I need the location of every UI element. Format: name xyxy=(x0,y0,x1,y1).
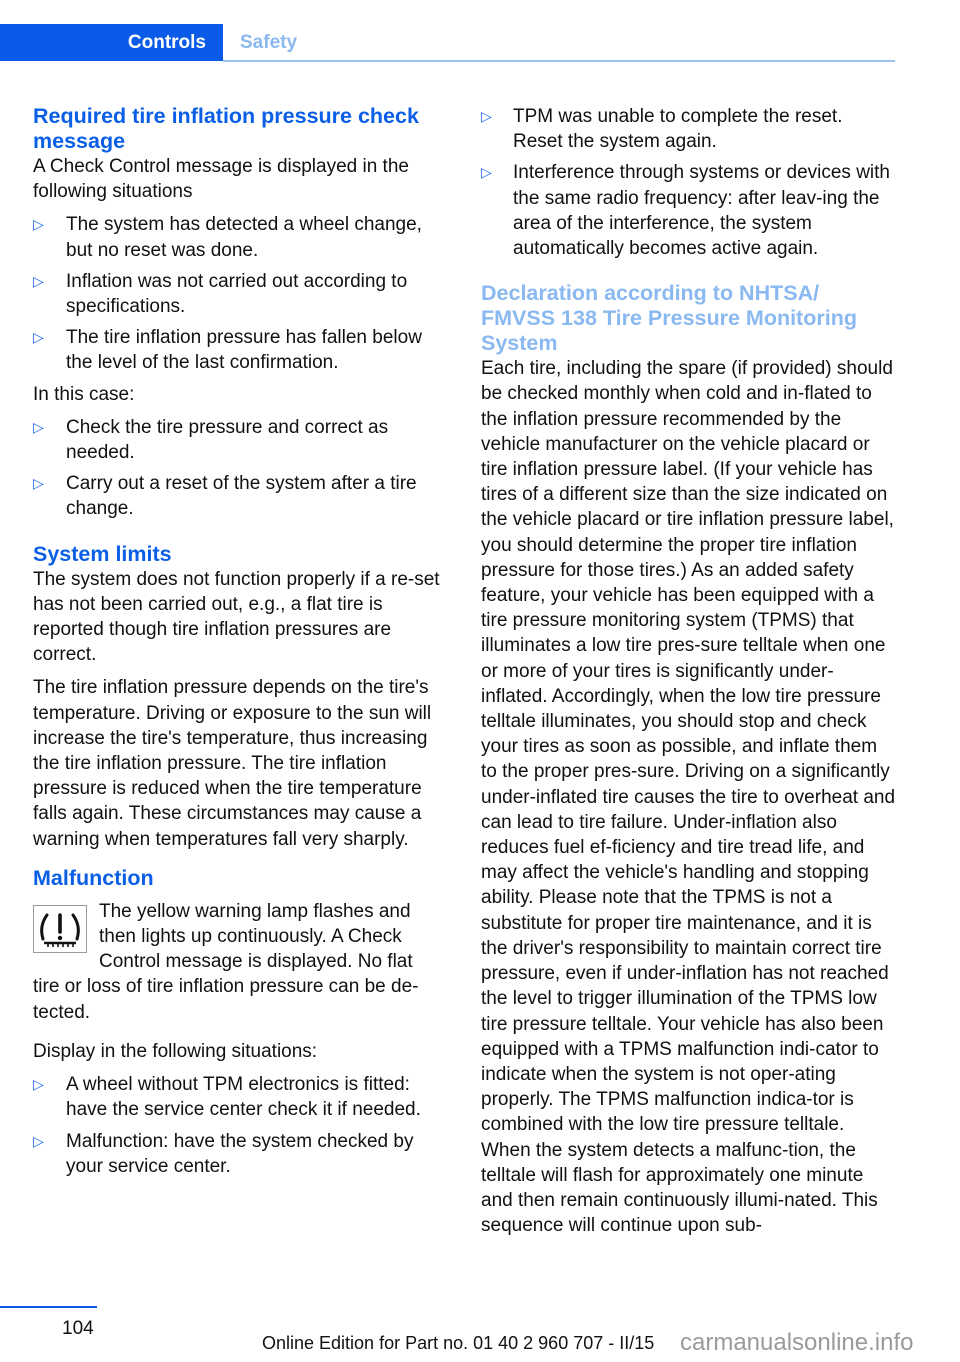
list-item: ▷ Interference through systems or devices with the same radio frequency: after leav-ing the area of the interference, the system automatically becomes active again. xyxy=(481,162,891,260)
malfunction-paragraph: The yellow warning lamp flashes and then lights up continuously. A Check Control message is displayed. No flat tire or loss of tire inflation pressure can be de-tected. xyxy=(33,900,419,1023)
footer-divider xyxy=(0,1306,97,1308)
tab-safety[interactable]: Safety xyxy=(240,32,298,53)
malfunction-paragraph-block xyxy=(33,899,441,1025)
tab-controls[interactable]: Controls xyxy=(0,24,223,61)
case-list xyxy=(33,415,441,522)
tire-pressure-warning-icon xyxy=(33,905,87,953)
list-item: ▷ The system has detected a wheel change, but no reset was done. xyxy=(33,214,422,261)
malfunction-list xyxy=(33,1072,441,1179)
section-heading-malfunction: Malfunction xyxy=(33,865,154,890)
section-heading-check-message: Required tire inflation pressure check message xyxy=(33,104,419,153)
page-header xyxy=(0,0,960,62)
list-item: ▷ Malfunction: have the system checked by your service center. xyxy=(33,1130,414,1177)
situations-list xyxy=(33,212,441,375)
triangle-bullet-icon: ▷ xyxy=(33,216,44,233)
list-item: ▷ Inflation was not carried out according to specifications. xyxy=(33,270,408,318)
section-intro: A Check Control message is displayed in the following situations xyxy=(33,156,409,203)
paragraph: The tire inflation pressure depends on the tire's temperature. Driving or exposure to the sun will increase the tire's temperature, thus increasing the tire inflation pressure. The tire inflation pressure is reduced when the tire temperature falls again. These circumstances may cause a warning when temperatures fall very sharply. xyxy=(33,677,432,850)
triangle-bullet-icon: ▷ xyxy=(33,272,44,289)
list-item: ▷ A wheel without TPM electronics is fitted: have the service center check it if needed. xyxy=(33,1074,421,1121)
section-heading-system-limits: System limits xyxy=(33,541,172,566)
right-column xyxy=(481,104,897,1238)
triangle-bullet-icon: ▷ xyxy=(481,108,492,124)
list-item: ▷ TPM was unable to complete the reset. Reset the system again. xyxy=(481,106,843,153)
list-item: ▷ Check the tire pressure and correct as needed. xyxy=(33,416,389,464)
display-label: Display in the following situations: xyxy=(33,1040,318,1062)
continued-list xyxy=(481,104,897,261)
watermark: carmanualsonline.info xyxy=(680,1329,914,1356)
triangle-bullet-icon: ▷ xyxy=(33,1132,44,1149)
left-column xyxy=(33,104,441,1185)
section-heading-nhtsa-declaration: Declaration according to NHTSA/ FMVSS 138 Tire Pressure Monitoring System xyxy=(481,281,857,356)
triangle-bullet-icon: ▷ xyxy=(481,164,492,181)
case-label: In this case: xyxy=(33,383,135,405)
triangle-bullet-icon: ▷ xyxy=(33,475,44,492)
triangle-bullet-icon: ▷ xyxy=(33,418,44,435)
triangle-bullet-icon: ▷ xyxy=(33,1076,44,1093)
list-item: ▷ Carry out a reset of the system after a tire change. xyxy=(33,473,417,520)
paragraph: The system does not function properly if a re-set has not been carried out, e.g., a flat tire is reported though tire inflation pressures are correct. xyxy=(33,568,440,666)
page-number: 104 xyxy=(62,1318,94,1339)
header-divider xyxy=(223,60,895,62)
edition-info: Online Edition for Part no. 01 40 2 960 707 - II/15 xyxy=(262,1333,655,1353)
declaration-paragraph: Each tire, including the spare (if provided) should be checked monthly when cold and in-flated to the inflation pressure recommended by the vehicle manufacturer on the vehicle placard or tire inflation pressure label. (If your vehicle has tires of a different size than the size indicated on the vehicle placard or tire inflation pressure label, you should determine the proper tire inflation pressure for those tires.) As an added safety feature, your vehicle has been equipped with a tire pressure monitoring system (TPMS) that illuminates a low tire pres-sure telltale when one or more of your tires is significantly under-inflated. Accordingly, when the low tire pressure telltale illuminates, you should stop and check your tires as soon as possible, and inflate them to the proper pres-sure. Driving on a significantly under-inflated tire causes the tire to overheat and can lead to tire failure. Under-inflation also reduces fuel ef-ficiency and tire tread life, and may affect the vehicle's handling and stopping ability. Please note that the TPMS is not a substitute for proper tire maintenance, and it is the driver's responsibility to maintain correct tire pressure, even if under-inflation has not reached the level to trigger illumination of the TPMS low tire pressure telltale. Your vehicle has also been equipped with a TPMS malfunction indi-cator to indicate when the system is not oper-ating properly. The TPMS malfunction indica-tor is combined with the low tire pressure telltale. When the system detects a malfunc-tion, the telltale will flash for approximately one minute and then remain continuously illumi-nated. This sequence will continue upon sub- xyxy=(481,358,896,1237)
list-item: ▷ The tire inflation pressure has fallen below the level of the last confirmation. xyxy=(33,327,422,374)
triangle-bullet-icon: ▷ xyxy=(33,329,44,346)
